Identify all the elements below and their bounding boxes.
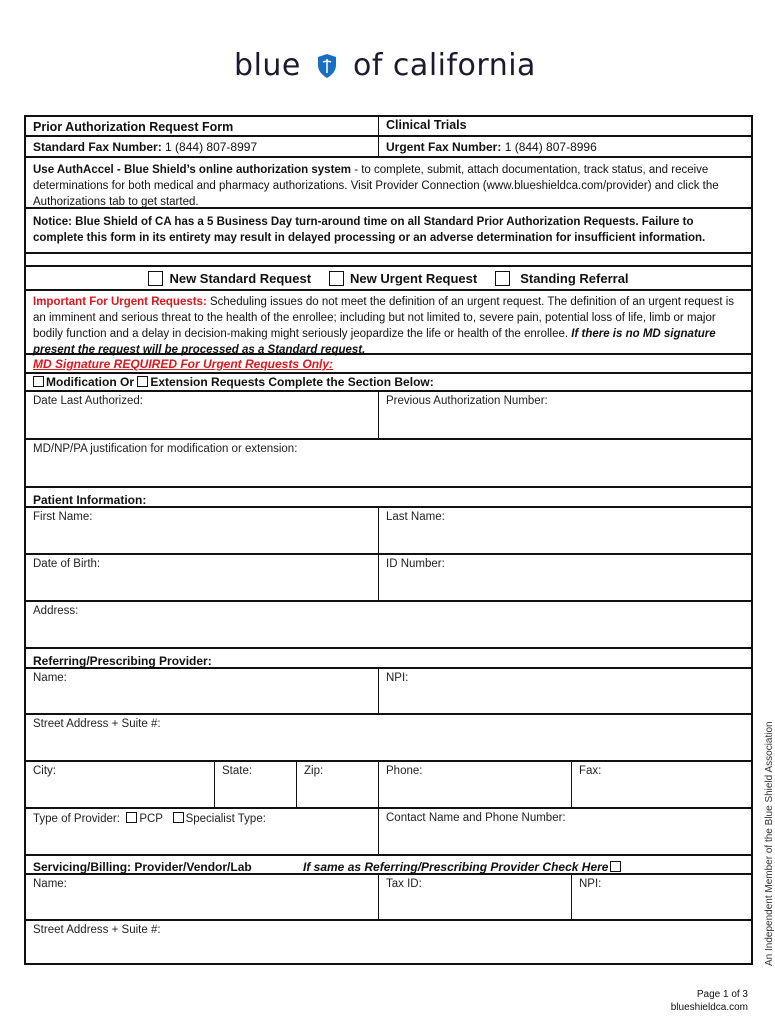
urgent-fax: [378, 137, 751, 156]
standard-request-label: New Standard Request: [169, 270, 312, 286]
referring-fax-field[interactable]: Fax:: [571, 762, 751, 807]
justification-field[interactable]: MD/NP/PA justification for modification or extension:: [33, 443, 298, 455]
last-name-field[interactable]: Last Name:: [378, 508, 751, 553]
association-side-text: [752, 686, 775, 966]
extension-checkbox[interactable]: [137, 376, 148, 387]
referring-phone-field[interactable]: Phone:: [378, 762, 571, 807]
authaccel-text: [26, 158, 751, 207]
clinical-trials-label: Clinical Trials: [378, 117, 751, 135]
provider-type-label: Type of Provider:: [33, 813, 120, 825]
fax-row: [24, 137, 753, 158]
servicing-tax-id-field[interactable]: Tax ID:: [378, 875, 571, 919]
urgent-note-row: [24, 291, 753, 355]
servicing-name-row: [24, 875, 753, 921]
md-signature-row: [24, 355, 753, 374]
standing-referral-checkbox[interactable]: [495, 271, 510, 286]
patient-heading-row: [24, 488, 753, 508]
first-name-field[interactable]: First Name:: [33, 511, 93, 523]
patient-address-row: [24, 602, 753, 649]
standing-referral-label: Standing Referral: [520, 270, 629, 286]
same-as-referring: [296, 856, 751, 873]
standing-referral-option[interactable]: [495, 271, 628, 286]
spacer-row: [24, 254, 753, 267]
date-of-birth-field[interactable]: Date of Birth:: [33, 558, 101, 570]
standard-fax: [26, 137, 378, 156]
referring-heading-row: [24, 649, 753, 669]
servicing-heading: Servicing/Billing: Provider/Vendor/Lab: [33, 860, 252, 874]
servicing-name-field[interactable]: Name:: [33, 878, 67, 890]
referring-city-field[interactable]: City:: [33, 765, 56, 777]
referring-street-row: [24, 715, 753, 762]
previous-auth-number-field[interactable]: Previous Authorization Number:: [378, 392, 751, 438]
referring-name-row: [24, 669, 753, 715]
authaccel-row: [24, 158, 753, 209]
specialist-checkbox[interactable]: [173, 812, 184, 823]
date-last-authorized-field[interactable]: Date Last Authorized:: [33, 395, 143, 407]
pcp-label: PCP: [139, 813, 163, 825]
page-footer: [671, 988, 748, 1014]
standard-fax-label: Standard Fax Number:: [33, 140, 162, 154]
authaccel-bold: Use AuthAccel - Blue Shield’s online authorization system: [33, 164, 352, 176]
urgent-request-option[interactable]: [329, 271, 477, 286]
prior-auth-form: [24, 115, 753, 965]
standard-fax-value: 1 (844) 807-8997: [165, 140, 258, 154]
modification-heading: [26, 374, 751, 390]
logo-text-blue: blue: [234, 48, 301, 83]
patient-address-field[interactable]: Address:: [33, 605, 79, 617]
standard-request-option[interactable]: [148, 271, 311, 286]
referring-npi-field[interactable]: NPI:: [378, 669, 751, 713]
servicing-heading-row: [24, 856, 753, 875]
urgent-note-emphasis: If there is no MD signature present the request will be processed as a Standard request.: [33, 328, 716, 356]
md-signature-label: MD Signature REQUIRED For Urgent Requests Only:: [33, 357, 334, 371]
id-number-field[interactable]: ID Number:: [378, 555, 751, 600]
notice-text: Notice: Blue Shield of CA has a 5 Business Day turn-around time on all Standard Prior Authorization Requests. Failure to complete this form in its entirety may result in delayed processing or an adverse determination for insufficient information.: [33, 216, 706, 244]
justification-row: [24, 440, 753, 488]
urgent-request-checkbox[interactable]: [329, 271, 344, 286]
same-as-referring-checkbox[interactable]: [610, 861, 621, 872]
footer-website: blueshieldca.com: [670, 1002, 748, 1013]
contact-name-phone-field[interactable]: Contact Name and Phone Number:: [378, 809, 751, 854]
authaccel-rest: - to complete, submit, attach documentation, track status, and receive determinations for both medical and pharmacy authorizations. Visit Provider Connection (www.blueshieldca.com/provider) and click the Authorizations tab to get started.: [33, 164, 719, 208]
urgent-note-text: [26, 291, 751, 356]
provider-type-row: [24, 809, 753, 856]
logo-text-california: of california: [352, 48, 536, 83]
urgent-fax-label: Urgent Fax Number:: [386, 140, 502, 154]
specialist-type-label: Specialist Type:: [185, 813, 266, 825]
blue-shield-logo: [0, 48, 770, 87]
same-as-referring-label: If same as Referring/Prescribing Provider Check Here: [303, 860, 609, 874]
referring-city-row: [24, 762, 753, 809]
extension-label: Extension Requests Complete the Section Below:: [150, 375, 434, 389]
patient-dob-row: [24, 555, 753, 602]
request-type-row: [24, 267, 753, 291]
modification-label: Modification Or: [46, 375, 134, 389]
provider-type-field: [26, 809, 378, 854]
modification-checkbox[interactable]: [33, 376, 44, 387]
servicing-street-field[interactable]: Street Address + Suite #:: [33, 924, 161, 936]
shield-icon: [317, 52, 337, 87]
patient-name-row: [24, 508, 753, 555]
referring-heading: Referring/Prescribing Provider:: [33, 654, 212, 668]
pcp-checkbox[interactable]: [126, 812, 137, 823]
form-title: Prior Authorization Request Form: [33, 120, 234, 134]
urgent-fax-value: 1 (844) 807-8996: [504, 140, 597, 154]
referring-name-field[interactable]: Name:: [33, 672, 67, 684]
urgent-note-body: Scheduling issues do not meet the definition of an urgent request. The definition of an urgent request is an imminent and serious threat to the health of the enrollee; including but not limited to, severe pain, potential loss of life, limb or major bodily function and a delay in decision-making might seriously jeopardize the life or health of the enrollee.: [33, 296, 735, 340]
referring-zip-field[interactable]: Zip:: [296, 762, 378, 807]
title-row: [24, 115, 753, 137]
referring-street-field[interactable]: Street Address + Suite #:: [33, 718, 161, 730]
patient-heading: Patient Information:: [33, 493, 147, 507]
date-auth-row: [24, 392, 753, 440]
page-number: Page 1 of 3: [696, 989, 748, 1000]
notice-row: [24, 209, 753, 254]
urgent-request-label: New Urgent Request: [350, 270, 478, 286]
urgent-note-label: Important For Urgent Requests:: [33, 296, 207, 308]
servicing-street-row: [24, 921, 753, 965]
modification-heading-row: [24, 374, 753, 392]
servicing-npi-field[interactable]: NPI:: [571, 875, 751, 919]
referring-state-field[interactable]: State:: [214, 762, 296, 807]
association-text: An Independent Member of the Blue Shield Association: [764, 721, 775, 966]
standard-request-checkbox[interactable]: [148, 271, 163, 286]
